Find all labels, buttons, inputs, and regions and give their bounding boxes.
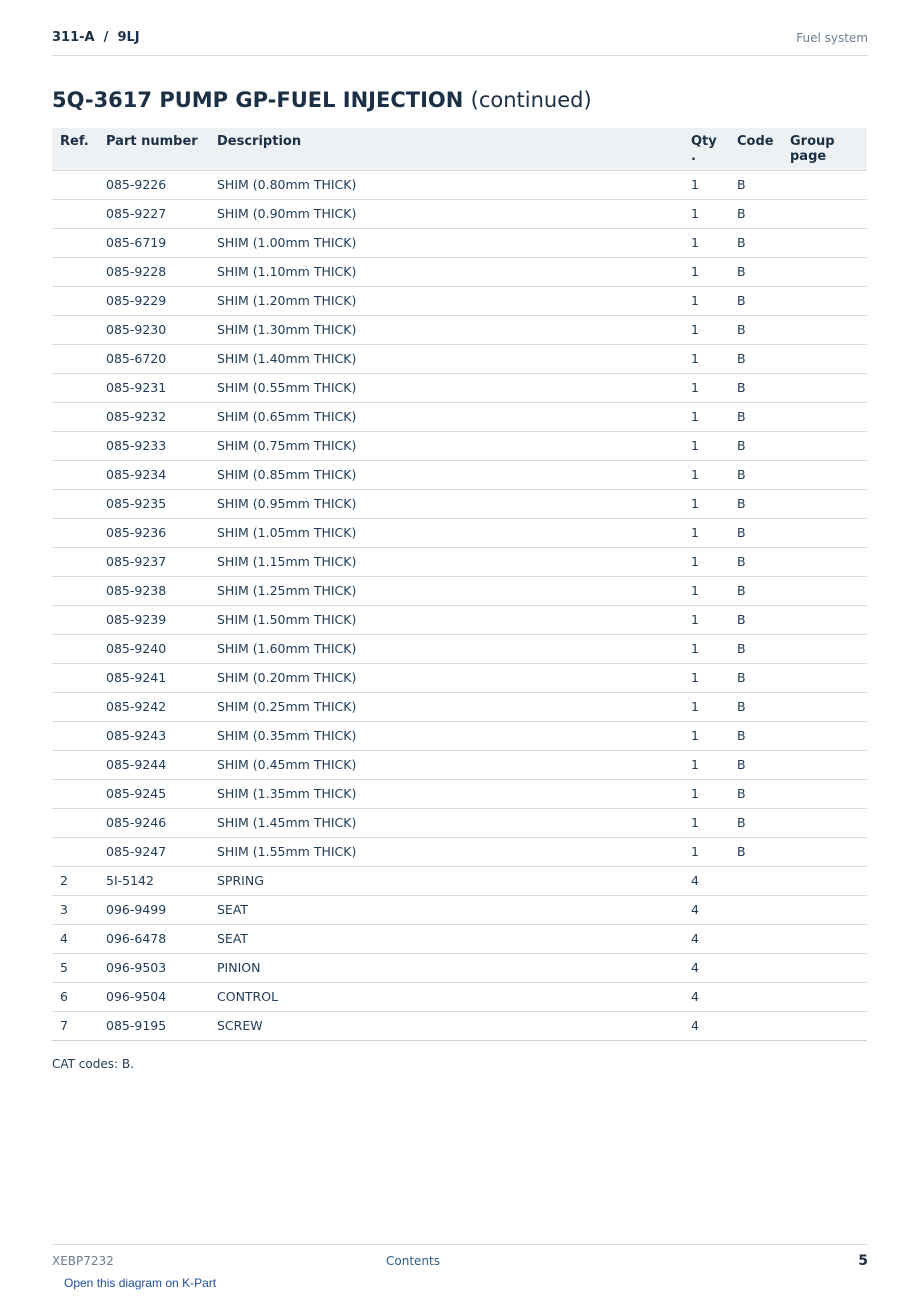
code-cell (729, 924, 782, 953)
group-page-cell (782, 634, 867, 663)
qty-cell: 4 (683, 1011, 729, 1040)
table-row (52, 953, 867, 982)
part-number-cell: 085-9242 (98, 692, 209, 721)
description-cell: SHIM (0.25mm THICK) (209, 692, 683, 721)
description-cell: SHIM (0.45mm THICK) (209, 750, 683, 779)
description-cell: SHIM (1.10mm THICK) (209, 257, 683, 286)
description-cell: SHIM (1.35mm THICK) (209, 779, 683, 808)
group-page-cell (782, 460, 867, 489)
qty-cell: 4 (683, 866, 729, 895)
description-cell: SHIM (1.30mm THICK) (209, 315, 683, 344)
part-number-cell: 085-9227 (98, 199, 209, 228)
page-header (52, 28, 868, 56)
qty-cell: 1 (683, 315, 729, 344)
code-cell: B (729, 663, 782, 692)
qty-cell: 1 (683, 373, 729, 402)
group-page-cell (782, 402, 867, 431)
qty-cell: 1 (683, 779, 729, 808)
qty-cell: 4 (683, 982, 729, 1011)
part-number-cell: 085-9238 (98, 576, 209, 605)
part-number-cell: 085-9231 (98, 373, 209, 402)
cat-codes-note: CAT codes: B. (52, 1057, 134, 1071)
code-cell: B (729, 808, 782, 837)
part-number-cell: 096-9504 (98, 982, 209, 1011)
description-cell: SHIM (1.45mm THICK) (209, 808, 683, 837)
code-cell: B (729, 750, 782, 779)
document-id: XEBP7232 (52, 1254, 114, 1268)
code-cell: B (729, 257, 782, 286)
page-footer (52, 1244, 868, 1275)
description-cell: CONTROL (209, 982, 683, 1011)
part-number-cell: 085-9240 (98, 634, 209, 663)
description-cell: SHIM (0.85mm THICK) (209, 460, 683, 489)
group-page-cell (782, 228, 867, 257)
group-page-cell (782, 547, 867, 576)
description-cell: SPRING (209, 866, 683, 895)
table-row (52, 779, 867, 808)
part-number-cell: 085-6719 (98, 228, 209, 257)
ref-cell: 4 (52, 924, 98, 953)
qty-cell: 1 (683, 837, 729, 866)
col-part-number: Part number (98, 128, 209, 170)
description-cell: SHIM (1.55mm THICK) (209, 837, 683, 866)
table-row (52, 199, 867, 228)
description-cell: SHIM (1.40mm THICK) (209, 344, 683, 373)
description-cell: SHIM (1.25mm THICK) (209, 576, 683, 605)
ref-cell (52, 257, 98, 286)
group-page-cell (782, 605, 867, 634)
group-page-cell (782, 199, 867, 228)
group-page-cell (782, 750, 867, 779)
group-page-cell (782, 663, 867, 692)
group-page-cell (782, 924, 867, 953)
part-number-cell: 085-9246 (98, 808, 209, 837)
ref-cell (52, 344, 98, 373)
ref-cell (52, 315, 98, 344)
ref-cell (52, 576, 98, 605)
title-continued: (continued) (470, 88, 592, 112)
part-number-cell: 085-9195 (98, 1011, 209, 1040)
group-page-cell (782, 518, 867, 547)
table-row (52, 431, 867, 460)
qty-cell: 1 (683, 663, 729, 692)
description-cell: SHIM (0.90mm THICK) (209, 199, 683, 228)
ref-cell (52, 373, 98, 402)
ref-cell (52, 750, 98, 779)
table-row (52, 489, 867, 518)
col-qty: Qty . (683, 128, 729, 170)
qty-cell: 1 (683, 634, 729, 663)
part-number-cell: 085-9229 (98, 286, 209, 315)
part-number-cell: 085-6720 (98, 344, 209, 373)
group-page-cell (782, 982, 867, 1011)
group-page-cell (782, 692, 867, 721)
ref-cell (52, 489, 98, 518)
code-cell (729, 982, 782, 1011)
table-row (52, 547, 867, 576)
description-cell: SHIM (0.65mm THICK) (209, 402, 683, 431)
code-cell (729, 1011, 782, 1040)
description-cell: SHIM (1.15mm THICK) (209, 547, 683, 576)
part-number-cell: 096-9503 (98, 953, 209, 982)
code-cell: B (729, 373, 782, 402)
code-cell: B (729, 547, 782, 576)
qty-cell: 1 (683, 199, 729, 228)
table-row (52, 402, 867, 431)
qty-cell: 1 (683, 344, 729, 373)
qty-cell: 1 (683, 489, 729, 518)
part-number-cell: 096-9499 (98, 895, 209, 924)
code-cell (729, 866, 782, 895)
code-cell (729, 953, 782, 982)
code-cell: B (729, 779, 782, 808)
table-row (52, 982, 867, 1011)
code-cell: B (729, 315, 782, 344)
ref-cell (52, 460, 98, 489)
group-page-cell (782, 866, 867, 895)
qty-cell: 1 (683, 750, 729, 779)
description-cell: SHIM (0.35mm THICK) (209, 721, 683, 750)
table-row (52, 924, 867, 953)
group-page-cell (782, 895, 867, 924)
table-row (52, 721, 867, 750)
ref-cell: 2 (52, 866, 98, 895)
part-number-cell: 085-9232 (98, 402, 209, 431)
description-cell: SHIM (0.20mm THICK) (209, 663, 683, 692)
code-cell: B (729, 605, 782, 634)
qty-cell: 1 (683, 518, 729, 547)
ref-cell: 3 (52, 895, 98, 924)
description-cell: SHIM (1.50mm THICK) (209, 605, 683, 634)
code-cell: B (729, 489, 782, 518)
ref-cell (52, 605, 98, 634)
ref-cell (52, 228, 98, 257)
col-group-page: Group page (782, 128, 867, 170)
page-number: 5 (858, 1253, 868, 1269)
qty-cell: 4 (683, 953, 729, 982)
col-description: Description (209, 128, 683, 170)
title-assembly: 5Q-3617 PUMP GP-FUEL INJECTION (52, 88, 464, 112)
qty-cell: 1 (683, 431, 729, 460)
group-page-cell (782, 286, 867, 315)
qty-cell: 4 (683, 895, 729, 924)
ref-cell: 6 (52, 982, 98, 1011)
code-cell: B (729, 228, 782, 257)
group-page-cell (782, 344, 867, 373)
qty-cell: 1 (683, 228, 729, 257)
model-breadcrumb: 311-A / 9LJ (52, 30, 140, 45)
ref-cell (52, 199, 98, 228)
ref-cell (52, 518, 98, 547)
code-cell: B (729, 634, 782, 663)
ref-cell (52, 402, 98, 431)
qty-cell: 1 (683, 692, 729, 721)
table-row (52, 837, 867, 866)
part-number-cell: 5I-5142 (98, 866, 209, 895)
contents-link[interactable]: Contents (386, 1254, 440, 1268)
description-cell: SHIM (1.05mm THICK) (209, 518, 683, 547)
group-page-cell (782, 257, 867, 286)
description-cell: SHIM (1.00mm THICK) (209, 228, 683, 257)
part-number-cell: 085-9226 (98, 170, 209, 199)
qty-cell: 1 (683, 547, 729, 576)
ref-cell (52, 286, 98, 315)
ref-cell: 7 (52, 1011, 98, 1040)
code-cell (729, 895, 782, 924)
part-number-cell: 085-9237 (98, 547, 209, 576)
group-page-cell (782, 576, 867, 605)
part-number-cell: 085-9245 (98, 779, 209, 808)
group-page-cell (782, 1011, 867, 1040)
table-row (52, 228, 867, 257)
ref-cell: 5 (52, 953, 98, 982)
part-number-cell: 085-9243 (98, 721, 209, 750)
table-row (52, 344, 867, 373)
qty-cell: 1 (683, 605, 729, 634)
part-number-cell: 085-9234 (98, 460, 209, 489)
code-cell: B (729, 286, 782, 315)
part-number-cell: 085-9247 (98, 837, 209, 866)
col-ref: Ref. (52, 128, 98, 170)
ref-cell (52, 692, 98, 721)
part-number-cell: 096-6478 (98, 924, 209, 953)
parts-table (52, 128, 867, 1041)
group-page-cell (782, 837, 867, 866)
code-cell: B (729, 721, 782, 750)
qty-cell: 1 (683, 576, 729, 605)
ref-cell (52, 808, 98, 837)
code-cell: B (729, 431, 782, 460)
code-cell: B (729, 199, 782, 228)
ref-cell (52, 663, 98, 692)
part-number-cell: 085-9230 (98, 315, 209, 344)
qty-cell: 1 (683, 257, 729, 286)
table-row (52, 257, 867, 286)
description-cell: PINION (209, 953, 683, 982)
description-cell: SHIM (1.60mm THICK) (209, 634, 683, 663)
code-cell: B (729, 837, 782, 866)
ref-cell (52, 837, 98, 866)
qty-cell: 4 (683, 924, 729, 953)
part-number-cell: 085-9233 (98, 431, 209, 460)
table-row (52, 170, 867, 199)
group-page-cell (782, 431, 867, 460)
table-row (52, 518, 867, 547)
ref-cell (52, 547, 98, 576)
table-row (52, 808, 867, 837)
description-cell: SEAT (209, 924, 683, 953)
code-cell: B (729, 518, 782, 547)
ref-cell (52, 721, 98, 750)
ref-cell (52, 779, 98, 808)
group-page-cell (782, 808, 867, 837)
qty-cell: 1 (683, 170, 729, 199)
table-row (52, 460, 867, 489)
table-header-row (52, 128, 867, 170)
table-row (52, 750, 867, 779)
qty-cell: 1 (683, 721, 729, 750)
ref-cell (52, 431, 98, 460)
table-row (52, 895, 867, 924)
col-code: Code (729, 128, 782, 170)
part-number-cell: 085-9241 (98, 663, 209, 692)
ref-cell (52, 170, 98, 199)
code-cell: B (729, 344, 782, 373)
description-cell: SEAT (209, 895, 683, 924)
part-number-cell: 085-9228 (98, 257, 209, 286)
code-cell: B (729, 460, 782, 489)
code-cell: B (729, 692, 782, 721)
code-cell: B (729, 170, 782, 199)
qty-cell: 1 (683, 808, 729, 837)
table-row (52, 286, 867, 315)
code-cell: B (729, 402, 782, 431)
description-cell: SHIM (1.20mm THICK) (209, 286, 683, 315)
kpart-diagram-link[interactable]: Open this diagram on K-Part (64, 1276, 217, 1290)
table-row (52, 634, 867, 663)
table-row (52, 605, 867, 634)
group-page-cell (782, 779, 867, 808)
code-cell: B (729, 576, 782, 605)
table-row (52, 663, 867, 692)
group-page-cell (782, 489, 867, 518)
qty-cell: 1 (683, 460, 729, 489)
parts-table-body (52, 170, 867, 1040)
part-number-cell: 085-9244 (98, 750, 209, 779)
page-title (52, 88, 592, 112)
group-page-cell (782, 721, 867, 750)
group-page-cell (782, 373, 867, 402)
description-cell: SHIM (0.80mm THICK) (209, 170, 683, 199)
part-number-cell: 085-9239 (98, 605, 209, 634)
group-page-cell (782, 953, 867, 982)
section-name: Fuel system (796, 31, 868, 45)
part-number-cell: 085-9235 (98, 489, 209, 518)
table-row (52, 866, 867, 895)
group-page-cell (782, 170, 867, 199)
table-row (52, 315, 867, 344)
table-row (52, 1011, 867, 1040)
group-page-cell (782, 315, 867, 344)
description-cell: SHIM (0.55mm THICK) (209, 373, 683, 402)
description-cell: SHIM (0.95mm THICK) (209, 489, 683, 518)
description-cell: SHIM (0.75mm THICK) (209, 431, 683, 460)
table-row (52, 373, 867, 402)
qty-cell: 1 (683, 286, 729, 315)
qty-cell: 1 (683, 402, 729, 431)
description-cell: SCREW (209, 1011, 683, 1040)
part-number-cell: 085-9236 (98, 518, 209, 547)
table-row (52, 576, 867, 605)
table-row (52, 692, 867, 721)
ref-cell (52, 634, 98, 663)
